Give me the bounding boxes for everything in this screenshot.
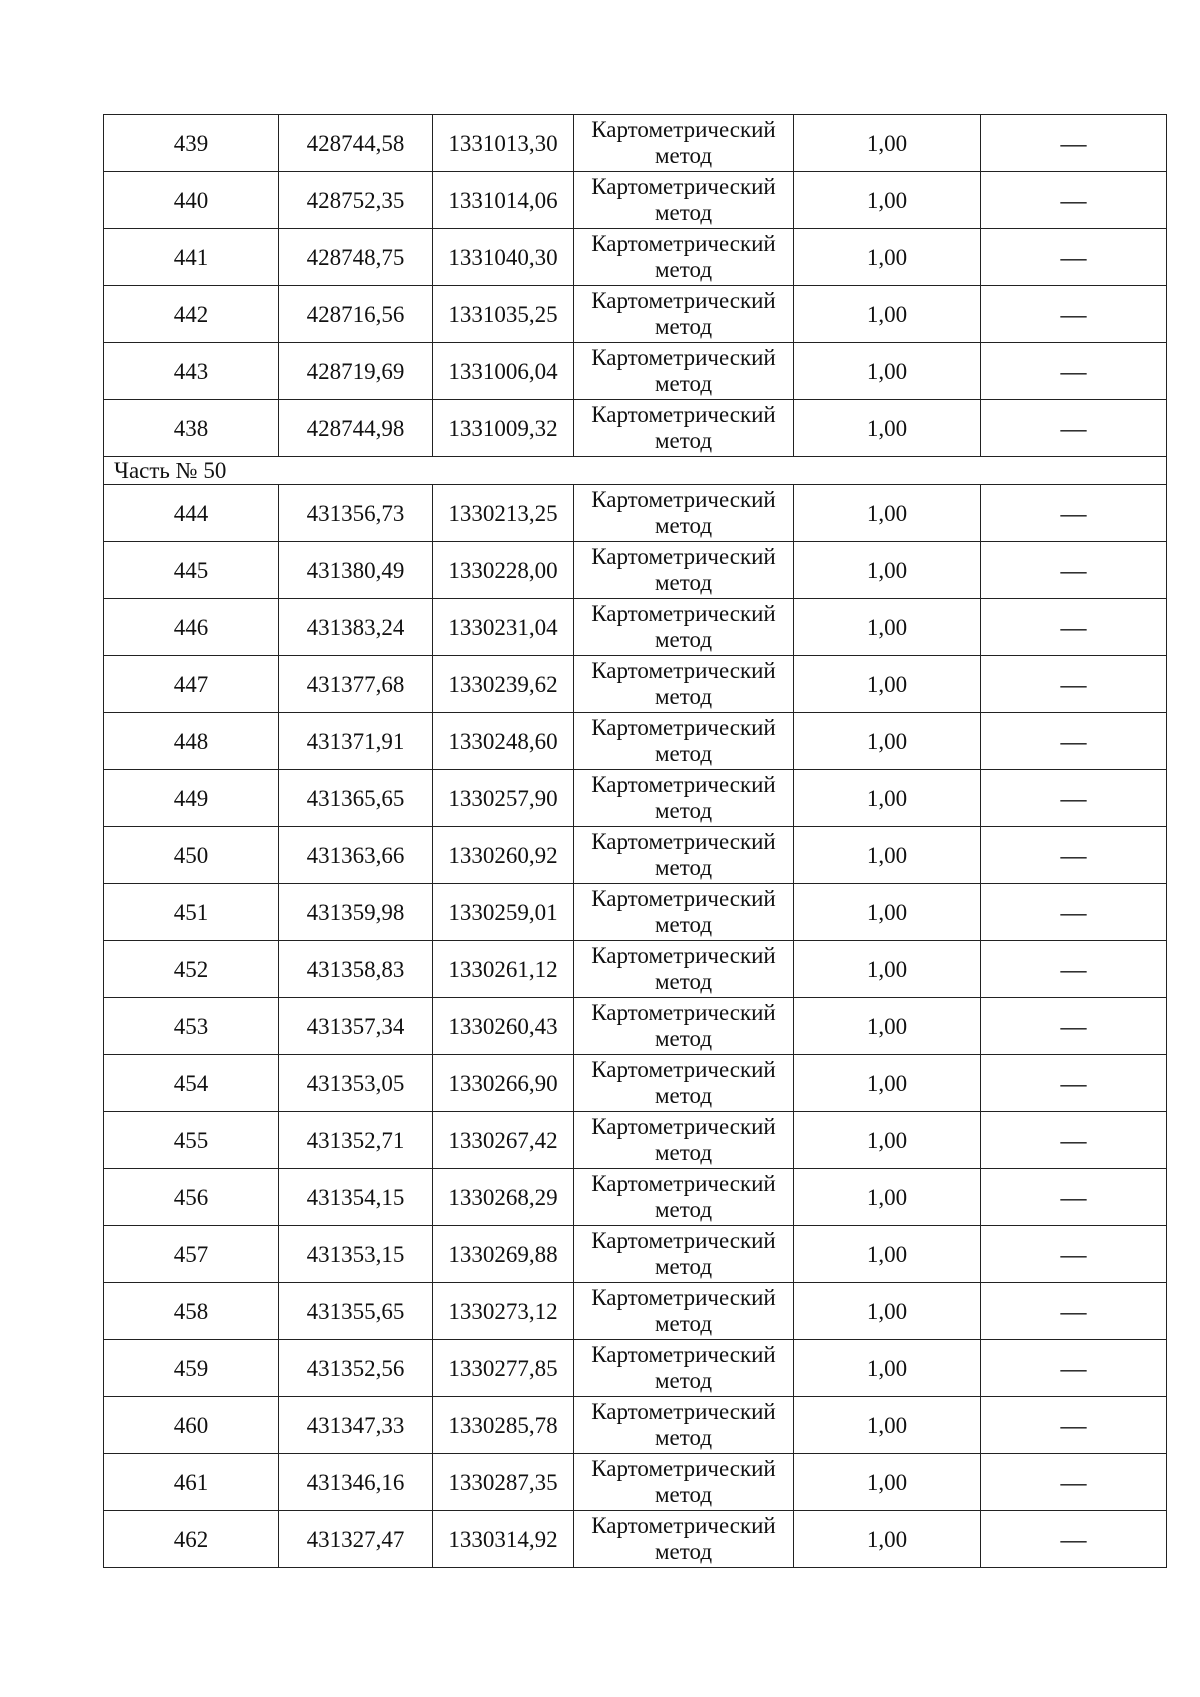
y-coordinate-cell: 1331014,06: [433, 172, 574, 229]
x-coordinate-cell: 431380,49: [279, 542, 433, 599]
description-cell: —: [981, 286, 1167, 343]
x-coordinate-cell: 431356,73: [279, 485, 433, 542]
x-coordinate-cell: 428719,69: [279, 343, 433, 400]
description-cell: —: [981, 599, 1167, 656]
description-cell: —: [981, 542, 1167, 599]
accuracy-cell: 1,00: [794, 1340, 981, 1397]
method-cell: Картометрический метод: [574, 713, 794, 770]
method-cell: Картометрический метод: [574, 400, 794, 457]
table-row: [104, 172, 1167, 229]
accuracy-cell: 1,00: [794, 400, 981, 457]
y-coordinate-cell: 1331006,04: [433, 343, 574, 400]
method-cell: Картометрический метод: [574, 1511, 794, 1568]
x-coordinate-cell: 431355,65: [279, 1283, 433, 1340]
description-cell: —: [981, 343, 1167, 400]
x-coordinate-cell: 431352,56: [279, 1340, 433, 1397]
accuracy-cell: 1,00: [794, 941, 981, 998]
y-coordinate-cell: 1330248,60: [433, 713, 574, 770]
method-cell: Картометрический метод: [574, 343, 794, 400]
table-row: [104, 770, 1167, 827]
description-cell: —: [981, 1340, 1167, 1397]
point-number-cell: 461: [104, 1454, 279, 1511]
accuracy-cell: 1,00: [794, 286, 981, 343]
x-coordinate-cell: 431383,24: [279, 599, 433, 656]
x-coordinate-cell: 431363,66: [279, 827, 433, 884]
coordinates-table-body: [104, 115, 1167, 1568]
y-coordinate-cell: 1330277,85: [433, 1340, 574, 1397]
point-number-cell: 457: [104, 1226, 279, 1283]
description-cell: —: [981, 1283, 1167, 1340]
point-number-cell: 453: [104, 998, 279, 1055]
point-number-cell: 442: [104, 286, 279, 343]
accuracy-cell: 1,00: [794, 1112, 981, 1169]
description-cell: —: [981, 770, 1167, 827]
accuracy-cell: 1,00: [794, 485, 981, 542]
method-cell: Картометрический метод: [574, 998, 794, 1055]
description-cell: —: [981, 1511, 1167, 1568]
description-cell: —: [981, 1226, 1167, 1283]
description-cell: —: [981, 1169, 1167, 1226]
table-row: [104, 542, 1167, 599]
accuracy-cell: 1,00: [794, 827, 981, 884]
accuracy-cell: 1,00: [794, 884, 981, 941]
point-number-cell: 446: [104, 599, 279, 656]
table-row: [104, 599, 1167, 656]
description-cell: —: [981, 1397, 1167, 1454]
point-number-cell: 451: [104, 884, 279, 941]
method-cell: Картометрический метод: [574, 599, 794, 656]
point-number-cell: 460: [104, 1397, 279, 1454]
section-header-row: [104, 457, 1167, 485]
description-cell: —: [981, 656, 1167, 713]
table-row: [104, 485, 1167, 542]
x-coordinate-cell: 431353,05: [279, 1055, 433, 1112]
x-coordinate-cell: 431365,65: [279, 770, 433, 827]
x-coordinate-cell: 431352,71: [279, 1112, 433, 1169]
description-cell: —: [981, 400, 1167, 457]
method-cell: Картометрический метод: [574, 1340, 794, 1397]
y-coordinate-cell: 1331035,25: [433, 286, 574, 343]
y-coordinate-cell: 1331013,30: [433, 115, 574, 172]
section-label: Часть № 50: [104, 457, 1167, 485]
point-number-cell: 440: [104, 172, 279, 229]
table-row: [104, 1226, 1167, 1283]
table-row: [104, 941, 1167, 998]
point-number-cell: 439: [104, 115, 279, 172]
table-row: [104, 998, 1167, 1055]
point-number-cell: 445: [104, 542, 279, 599]
y-coordinate-cell: 1330287,35: [433, 1454, 574, 1511]
method-cell: Картометрический метод: [574, 1169, 794, 1226]
coordinates-table: [103, 114, 1167, 1568]
table-row: [104, 1454, 1167, 1511]
point-number-cell: 449: [104, 770, 279, 827]
point-number-cell: 441: [104, 229, 279, 286]
table-row: [104, 827, 1167, 884]
y-coordinate-cell: 1330231,04: [433, 599, 574, 656]
accuracy-cell: 1,00: [794, 998, 981, 1055]
point-number-cell: 443: [104, 343, 279, 400]
table-row: [104, 884, 1167, 941]
description-cell: —: [981, 998, 1167, 1055]
point-number-cell: 450: [104, 827, 279, 884]
method-cell: Картометрический метод: [574, 542, 794, 599]
method-cell: Картометрический метод: [574, 770, 794, 827]
table-row: [104, 286, 1167, 343]
point-number-cell: 458: [104, 1283, 279, 1340]
y-coordinate-cell: 1330267,42: [433, 1112, 574, 1169]
accuracy-cell: 1,00: [794, 229, 981, 286]
method-cell: Картометрический метод: [574, 1226, 794, 1283]
description-cell: —: [981, 115, 1167, 172]
table-row: [104, 1340, 1167, 1397]
x-coordinate-cell: 431358,83: [279, 941, 433, 998]
accuracy-cell: 1,00: [794, 656, 981, 713]
accuracy-cell: 1,00: [794, 1055, 981, 1112]
accuracy-cell: 1,00: [794, 1454, 981, 1511]
y-coordinate-cell: 1330257,90: [433, 770, 574, 827]
y-coordinate-cell: 1330266,90: [433, 1055, 574, 1112]
method-cell: Картометрический метод: [574, 827, 794, 884]
method-cell: Картометрический метод: [574, 485, 794, 542]
table-row: [104, 115, 1167, 172]
method-cell: Картометрический метод: [574, 115, 794, 172]
table-row: [104, 1511, 1167, 1568]
table-row: [104, 229, 1167, 286]
method-cell: Картометрический метод: [574, 1055, 794, 1112]
table-row: [104, 656, 1167, 713]
description-cell: —: [981, 1055, 1167, 1112]
description-cell: —: [981, 713, 1167, 770]
y-coordinate-cell: 1331009,32: [433, 400, 574, 457]
method-cell: Картометрический метод: [574, 286, 794, 343]
accuracy-cell: 1,00: [794, 1283, 981, 1340]
description-cell: —: [981, 172, 1167, 229]
y-coordinate-cell: 1330228,00: [433, 542, 574, 599]
x-coordinate-cell: 431371,91: [279, 713, 433, 770]
table-row: [104, 343, 1167, 400]
accuracy-cell: 1,00: [794, 770, 981, 827]
x-coordinate-cell: 431347,33: [279, 1397, 433, 1454]
table-row: [104, 1055, 1167, 1112]
description-cell: —: [981, 941, 1167, 998]
accuracy-cell: 1,00: [794, 713, 981, 770]
method-cell: Картометрический метод: [574, 1454, 794, 1511]
x-coordinate-cell: 431357,34: [279, 998, 433, 1055]
method-cell: Картометрический метод: [574, 1283, 794, 1340]
method-cell: Картометрический метод: [574, 656, 794, 713]
description-cell: —: [981, 1454, 1167, 1511]
x-coordinate-cell: 428744,98: [279, 400, 433, 457]
x-coordinate-cell: 431354,15: [279, 1169, 433, 1226]
description-cell: —: [981, 827, 1167, 884]
y-coordinate-cell: 1330260,43: [433, 998, 574, 1055]
point-number-cell: 452: [104, 941, 279, 998]
x-coordinate-cell: 431377,68: [279, 656, 433, 713]
y-coordinate-cell: 1330261,12: [433, 941, 574, 998]
description-cell: —: [981, 229, 1167, 286]
accuracy-cell: 1,00: [794, 542, 981, 599]
point-number-cell: 459: [104, 1340, 279, 1397]
description-cell: —: [981, 884, 1167, 941]
point-number-cell: 455: [104, 1112, 279, 1169]
x-coordinate-cell: 431359,98: [279, 884, 433, 941]
accuracy-cell: 1,00: [794, 115, 981, 172]
accuracy-cell: 1,00: [794, 1169, 981, 1226]
method-cell: Картометрический метод: [574, 172, 794, 229]
accuracy-cell: 1,00: [794, 172, 981, 229]
description-cell: —: [981, 485, 1167, 542]
x-coordinate-cell: 428748,75: [279, 229, 433, 286]
table-row: [104, 713, 1167, 770]
accuracy-cell: 1,00: [794, 1397, 981, 1454]
method-cell: Картометрический метод: [574, 884, 794, 941]
x-coordinate-cell: 431353,15: [279, 1226, 433, 1283]
method-cell: Картометрический метод: [574, 229, 794, 286]
method-cell: Картометрический метод: [574, 1397, 794, 1454]
y-coordinate-cell: 1331040,30: [433, 229, 574, 286]
table-row: [104, 1397, 1167, 1454]
y-coordinate-cell: 1330213,25: [433, 485, 574, 542]
accuracy-cell: 1,00: [794, 599, 981, 656]
y-coordinate-cell: 1330268,29: [433, 1169, 574, 1226]
x-coordinate-cell: 428744,58: [279, 115, 433, 172]
accuracy-cell: 1,00: [794, 343, 981, 400]
point-number-cell: 444: [104, 485, 279, 542]
table-row: [104, 1283, 1167, 1340]
point-number-cell: 448: [104, 713, 279, 770]
description-cell: —: [981, 1112, 1167, 1169]
x-coordinate-cell: 431346,16: [279, 1454, 433, 1511]
method-cell: Картометрический метод: [574, 941, 794, 998]
y-coordinate-cell: 1330260,92: [433, 827, 574, 884]
y-coordinate-cell: 1330239,62: [433, 656, 574, 713]
method-cell: Картометрический метод: [574, 1112, 794, 1169]
point-number-cell: 447: [104, 656, 279, 713]
y-coordinate-cell: 1330269,88: [433, 1226, 574, 1283]
accuracy-cell: 1,00: [794, 1511, 981, 1568]
x-coordinate-cell: 428716,56: [279, 286, 433, 343]
table-row: [104, 400, 1167, 457]
point-number-cell: 462: [104, 1511, 279, 1568]
table-row: [104, 1169, 1167, 1226]
point-number-cell: 454: [104, 1055, 279, 1112]
point-number-cell: 438: [104, 400, 279, 457]
x-coordinate-cell: 431327,47: [279, 1511, 433, 1568]
table-row: [104, 1112, 1167, 1169]
y-coordinate-cell: 1330273,12: [433, 1283, 574, 1340]
y-coordinate-cell: 1330314,92: [433, 1511, 574, 1568]
accuracy-cell: 1,00: [794, 1226, 981, 1283]
y-coordinate-cell: 1330285,78: [433, 1397, 574, 1454]
x-coordinate-cell: 428752,35: [279, 172, 433, 229]
y-coordinate-cell: 1330259,01: [433, 884, 574, 941]
point-number-cell: 456: [104, 1169, 279, 1226]
